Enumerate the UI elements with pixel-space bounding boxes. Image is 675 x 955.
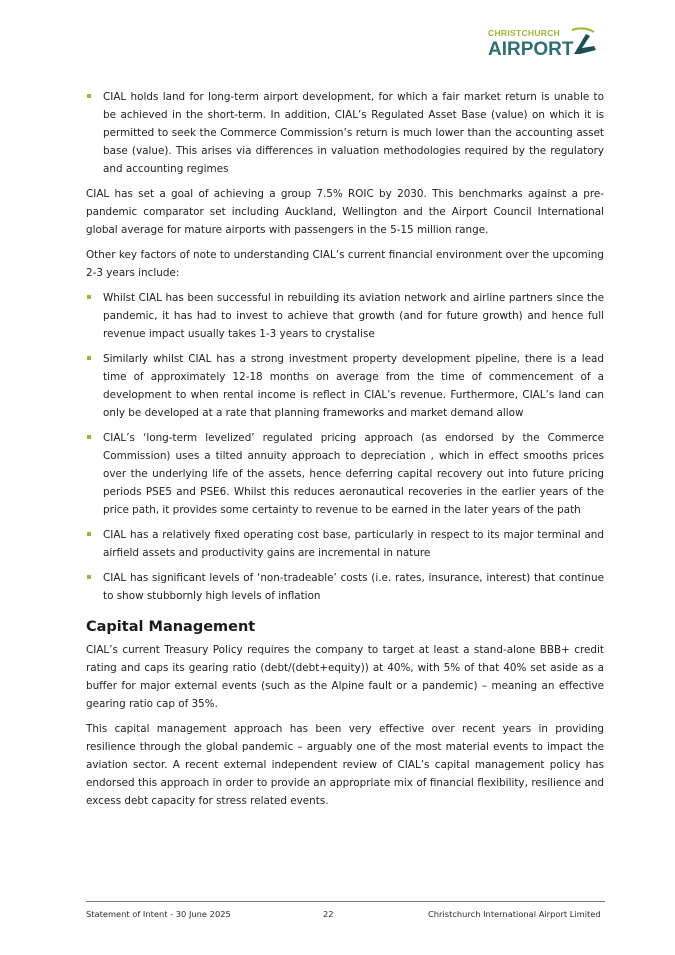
section-heading: Capital Management bbox=[86, 619, 256, 635]
list-item: Whilst CIAL has been successful in rebuilding its aviation network and airline partners since the pandemic, it has had to invest to achieve that growth (and for future growth) and hence full revenue impact usually takes 1-3 years to crystalise bbox=[86, 289, 604, 343]
list-item: CIAL has significant levels of ‘non-tradeable’ costs (i.e. rates, insurance, interest) that continue to show stubbornly high levels of inflation bbox=[86, 569, 604, 605]
list-item: CIAL holds land for long-term airport development, for which a fair market return is unable to be achieved in the short-term. In addition, CIAL’s Regulated Asset Base (value) on which it is permitted to seek the Commerce Commission’s return is much lower than the accounting asset base (value). This arises via differences in valuation methodologies required by the regulatory and accounting regimes bbox=[86, 88, 604, 178]
bullet-list-2 bbox=[86, 289, 604, 605]
footer-company-name: Christchurch International Airport Limited bbox=[428, 909, 601, 919]
logo-line1: CHRISTCHURCH bbox=[488, 28, 561, 38]
bullet-icon bbox=[87, 94, 91, 98]
list-item: CIAL has a relatively fixed operating cost base, particularly in respect to its major terminal and airfield assets and productivity gains are incremental in nature bbox=[86, 526, 604, 562]
paragraph-roic: CIAL has set a goal of achieving a group 7.5% ROIC by 2030. This benchmarks against a pre-pandemic comparator set including Auckland, Wellington and the Airport Council International global average for mature airports with passengers in the 5-15 million range. bbox=[86, 188, 604, 236]
page-body bbox=[86, 88, 604, 817]
bullet-icon bbox=[87, 295, 91, 299]
footer-divider bbox=[86, 901, 605, 902]
bullet-icon bbox=[87, 532, 91, 536]
bullet-list-1 bbox=[86, 88, 604, 178]
bullet-icon bbox=[87, 356, 91, 360]
christchurch-airport-logo bbox=[486, 24, 598, 64]
list-item: CIAL’s ‘long-term levelized’ regulated pricing approach (as endorsed by the Commerce Commission) uses a tilted annuity approach to depreciation , which in effect smooths prices over the underlying life of the assets, hence deferring capital recovery out into future pricing periods PSE5 and PSE6. Whilst this reduces aeronautical recoveries in the earlier years of the price path, it provides some certainty to revenue to be earned in the later years of the path bbox=[86, 429, 604, 519]
bullet-icon bbox=[87, 435, 91, 439]
paragraph-factors-intro: Other key factors of note to understanding CIAL’s current financial environment over the upcoming 2-3 years include: bbox=[86, 249, 604, 279]
footer-document-title: Statement of Intent - 30 June 2025 bbox=[86, 909, 231, 919]
paragraph-treasury-policy: CIAL’s current Treasury Policy requires the company to target at least a stand-alone BBB+ credit rating and caps its gearing ratio (debt/(debt+equity)) at 40%, with 5% of that 40% set aside as a buffer for major external events (such as the Alpine fault or a pandemic) – meaning an effective gearing ratio cap of 35%. bbox=[86, 644, 604, 710]
paragraph-capital-approach: This capital management approach has been very effective over recent years in providing resilience through the global pandemic – arguably one of the most material events to impact the aviation sector. A recent external independent review of CIAL’s capital management policy has endorsed this approach in order to provide an appropriate mix of financial flexibility, resilience and excess debt capacity for stress related events. bbox=[86, 723, 604, 807]
list-item: Similarly whilst CIAL has a strong investment property development pipeline, there is a lead time of approximately 12-18 months on average from the time of commencement of a development to when rental income is reflect in CIAL’s revenue. Furthermore, CIAL’s land can only be developed at a rate that planning frameworks and market demand allow bbox=[86, 350, 604, 422]
bullet-icon bbox=[87, 575, 91, 579]
footer-page-number: 22 bbox=[323, 909, 334, 919]
logo-line2: AIRPORT bbox=[488, 39, 574, 60]
